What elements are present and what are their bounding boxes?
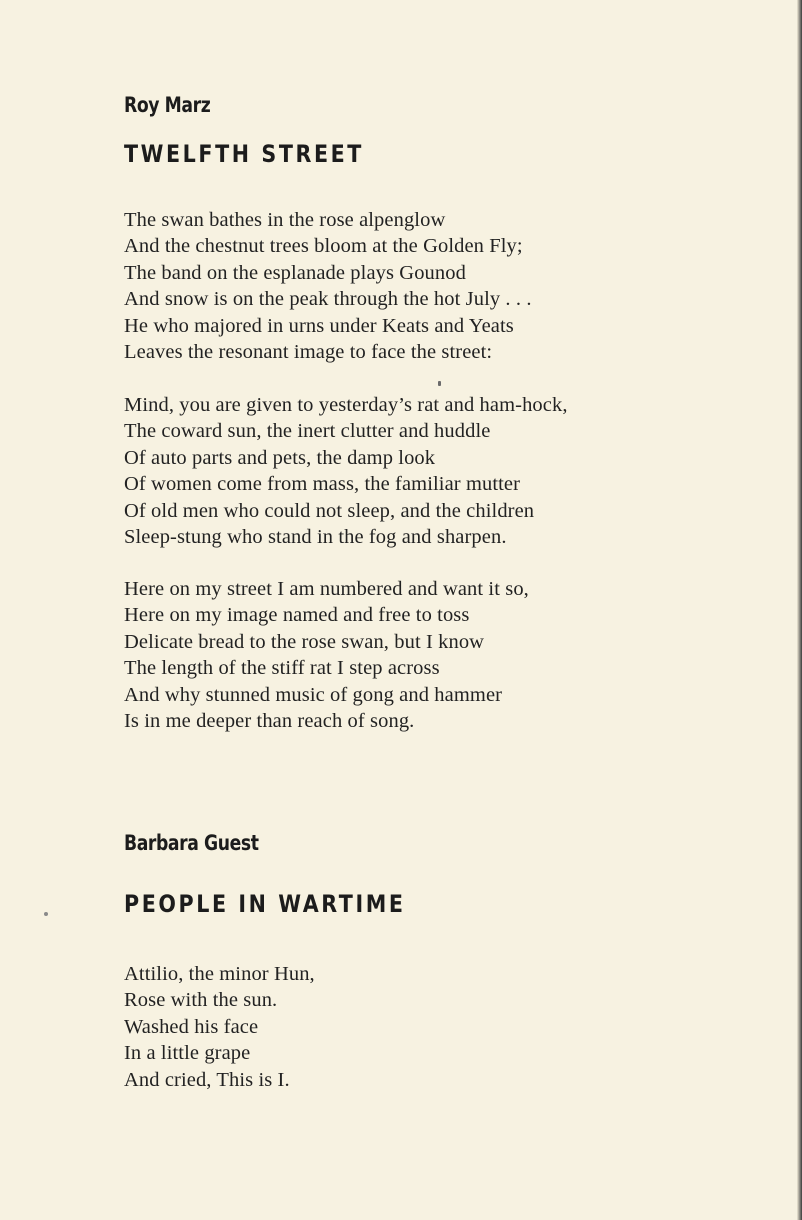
poem-1-author: Roy Marz	[124, 93, 211, 117]
poem-line: The swan bathes in the rose alpenglow	[124, 209, 446, 231]
poem-line: In a little grape	[124, 1042, 251, 1065]
poem-line: And why stunned music of gong and hammer	[124, 683, 503, 706]
poem-1-title: TWELFTH STREET	[124, 140, 364, 168]
poem-1-stanza-2	[124, 392, 568, 550]
poem-line: Mind, you are given to yesterday’s rat and ham-hock,	[124, 394, 568, 416]
poem-line: Rose with the sun.	[124, 989, 278, 1012]
poem-line: The band on the esplanade plays Gounod	[124, 261, 466, 284]
page-spine-edge	[797, 0, 802, 1220]
poem-2-stanza-1	[124, 961, 315, 1093]
poem-line: And the chestnut trees bloom at the Golden Fly;	[124, 235, 523, 258]
poem-line: Delicate bread to the rose swan, but I know	[124, 630, 485, 653]
poem-line: Sleep-stung who stand in the fog and sharpen.	[124, 525, 507, 548]
poem-2-author: Barbara Guest	[124, 831, 259, 855]
poem-line: And cried, This is I.	[124, 1068, 290, 1091]
poem-line: Here on my street I am numbered and want it so,	[124, 578, 529, 600]
poem-line: Leaves the resonant image to face the street:	[124, 340, 493, 363]
poem-line: Washed his face	[124, 1015, 259, 1038]
poem-line: Of auto parts and pets, the damp look	[124, 446, 436, 469]
poem-line: Of women come from mass, the familiar mutter	[124, 473, 521, 496]
poem-line: Is in me deeper than reach of song.	[124, 709, 415, 732]
poem-1-stanza-3	[124, 576, 529, 734]
poem-line: The coward sun, the inert clutter and huddle	[124, 420, 491, 443]
poem-line: And snow is on the peak through the hot July . . .	[124, 288, 532, 311]
poem-1-stanza-1	[124, 207, 532, 365]
poem-line: He who majored in urns under Keats and Yeats	[124, 314, 514, 337]
poem-2-title: PEOPLE IN WARTIME	[124, 890, 406, 918]
poem-line: The length of the stiff rat I step across	[124, 657, 440, 680]
poem-line: Of old men who could not sleep, and the children	[124, 499, 535, 522]
print-speck	[44, 912, 48, 916]
print-speck	[438, 381, 441, 386]
poem-line: Attilio, the minor Hun,	[124, 963, 315, 985]
poem-line: Here on my image named and free to toss	[124, 604, 470, 627]
